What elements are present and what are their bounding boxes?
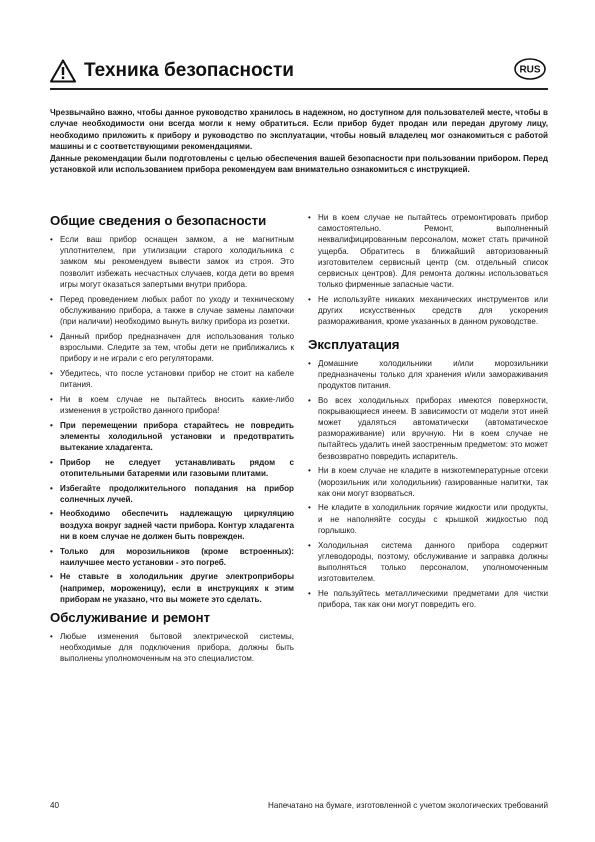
list-item: • При перемещении прибора старайтесь не повредить элементы холодильной установки и предотвратить вытекание хладагента.	[50, 420, 294, 454]
list-item: • Домашние холодильники и/или морозильники предназначены только для хранения и/или замораживания продуктов питания.	[308, 358, 548, 392]
list-item: • Необходимо обеспечить надлежащую циркуляцию воздуха вокруг задней части прибора. Контур хладагента ни в коем случае не должен быть поврежден.	[50, 508, 294, 542]
list-item: • Перед проведением любых работ по уходу и техническому обслуживанию прибора, а также в случае замены лампочки (при наличии) необходимо вынуть вилку прибора из розетки.	[50, 294, 294, 328]
page-title: Техника безопасности	[84, 60, 294, 81]
intro-block	[50, 107, 548, 175]
section-title-operation: Эксплуатация	[308, 336, 400, 352]
footer-note: Напечатано на бумаге, изготовленной с учетом экологических требований	[267, 801, 548, 810]
page-header	[50, 58, 548, 88]
title-divider	[50, 88, 548, 90]
list-item: • Любые изменения бытовой электрической системы, необходимые для подключения прибора, должны быть выполнены уполномоченным на это специалистом.	[50, 631, 294, 665]
list-item: • Не кладите в холодильник горячие жидкости или продукты, и не наполняйте сосуды с крышкой жидкостью под горлышко.	[308, 502, 548, 536]
list-item: • Ни в коем случае не пытайтесь вносить какие-либо изменения в устройство данного прибора!	[50, 394, 294, 416]
list-item: • Только для морозильников (кроме встроенных): наилучшее место установки - это погреб.	[50, 546, 294, 568]
intro-paragraph: Данные рекомендации были подготовлены с целью обеспечения вашей безопасности при пользовании прибором. Перед установкой или использованием прибора рекомендуем вам внимательно ознакомиться с инструкцией.	[50, 153, 548, 175]
service-list-continued	[308, 212, 548, 328]
language-badge	[514, 58, 546, 80]
service-list	[50, 631, 294, 665]
intro-paragraph: Чрезвычайно важно, чтобы данное руководство хранилось в надежном, но доступном для пользователей месте, чтобы в случае необходимости они всегда могли к нему обратиться. Если прибор будет продан или передан другому лицу, необходимо приложить к прибору и руководство по эксплуатации, чтобы новый владелец мог ознакомиться с работой машины и с соответствующими рекомендациями.	[50, 108, 548, 152]
list-item: • Не ставьте в холодильник другие электроприборы (например, мороженицу), если в инструкциях к этим приборам не указано, что вы можете это сделать.	[50, 571, 294, 605]
operation-list	[308, 358, 548, 611]
general-safety-list	[50, 234, 294, 605]
language-badge-label: RUS	[519, 64, 541, 76]
list-item: • Прибор не следует устанавливать рядом с отопительными батареями или газовыми плитами.	[50, 457, 294, 479]
list-item: • Ни в коем случае не кладите в низкотемпературные отсеки (морозильник или холодильник) газированные напитки, так как они могут взорваться.	[308, 465, 548, 499]
section-title-service: Обслуживание и ремонт	[50, 609, 211, 625]
list-item: • Данный прибор предназначен для использования только взрослыми. Следите за тем, чтобы дети не приближались к прибору и не играли с его регуляторами.	[50, 331, 294, 365]
warning-triangle-icon	[50, 59, 76, 83]
list-item: • Не пользуйтесь металлическими предметами для чистки прибора, так как они могут повредить его.	[308, 588, 548, 610]
list-item: • Не используйте никаких механических инструментов или других искусственных средств для ускорения размораживания, кроме указанных в данном руководстве.	[308, 294, 548, 328]
list-item: • Если ваш прибор оснащен замком, а не магнитным уплотнителем, при утилизации старого холодильника с замком мы рекомендуем вывести замок из строя. Это позволит избежать несчастных случаев, когда дети во время игры могут оказаться запертыми внутри прибора.	[50, 234, 294, 290]
page-number: 40	[50, 801, 60, 810]
list-item: • Убедитесь, что после установки прибор не стоит на кабеле питания.	[50, 368, 294, 390]
list-item: • Холодильная система данного прибора содержит углеводороды, поэтому, обслуживание и заправка должны выполняться только персоналом, уполномоченным изготовителем.	[308, 540, 548, 585]
list-item: • Во всех холодильных приборах имеются поверхности, покрывающиеся инеем. В зависимости от модели этот иней может удаляться автоматически (автоматическое размораживание) или вручную. Ни в коем случае не пытайтесь удалить иней заостренным предметом: это может безвозвратно повредить испаритель.	[308, 395, 548, 462]
list-item: • Избегайте продолжительного попадания на прибор солнечных лучей.	[50, 483, 294, 505]
section-title-general: Общие сведения о безопасности	[50, 213, 267, 228]
left-column	[50, 212, 294, 668]
right-column	[308, 212, 548, 614]
list-item: • Ни в коем случае не пытайтесь отремонтировать прибор самостоятельно. Ремонт, выполненный неквалифицированным персоналом, может стать причиной ущерба. Обратитесь в ближайший авторизованный изготовителем сервисный центр (см. отдельный список сервисных центров). Для ремонта должны использоваться только фирменные запасные части.	[308, 212, 548, 290]
